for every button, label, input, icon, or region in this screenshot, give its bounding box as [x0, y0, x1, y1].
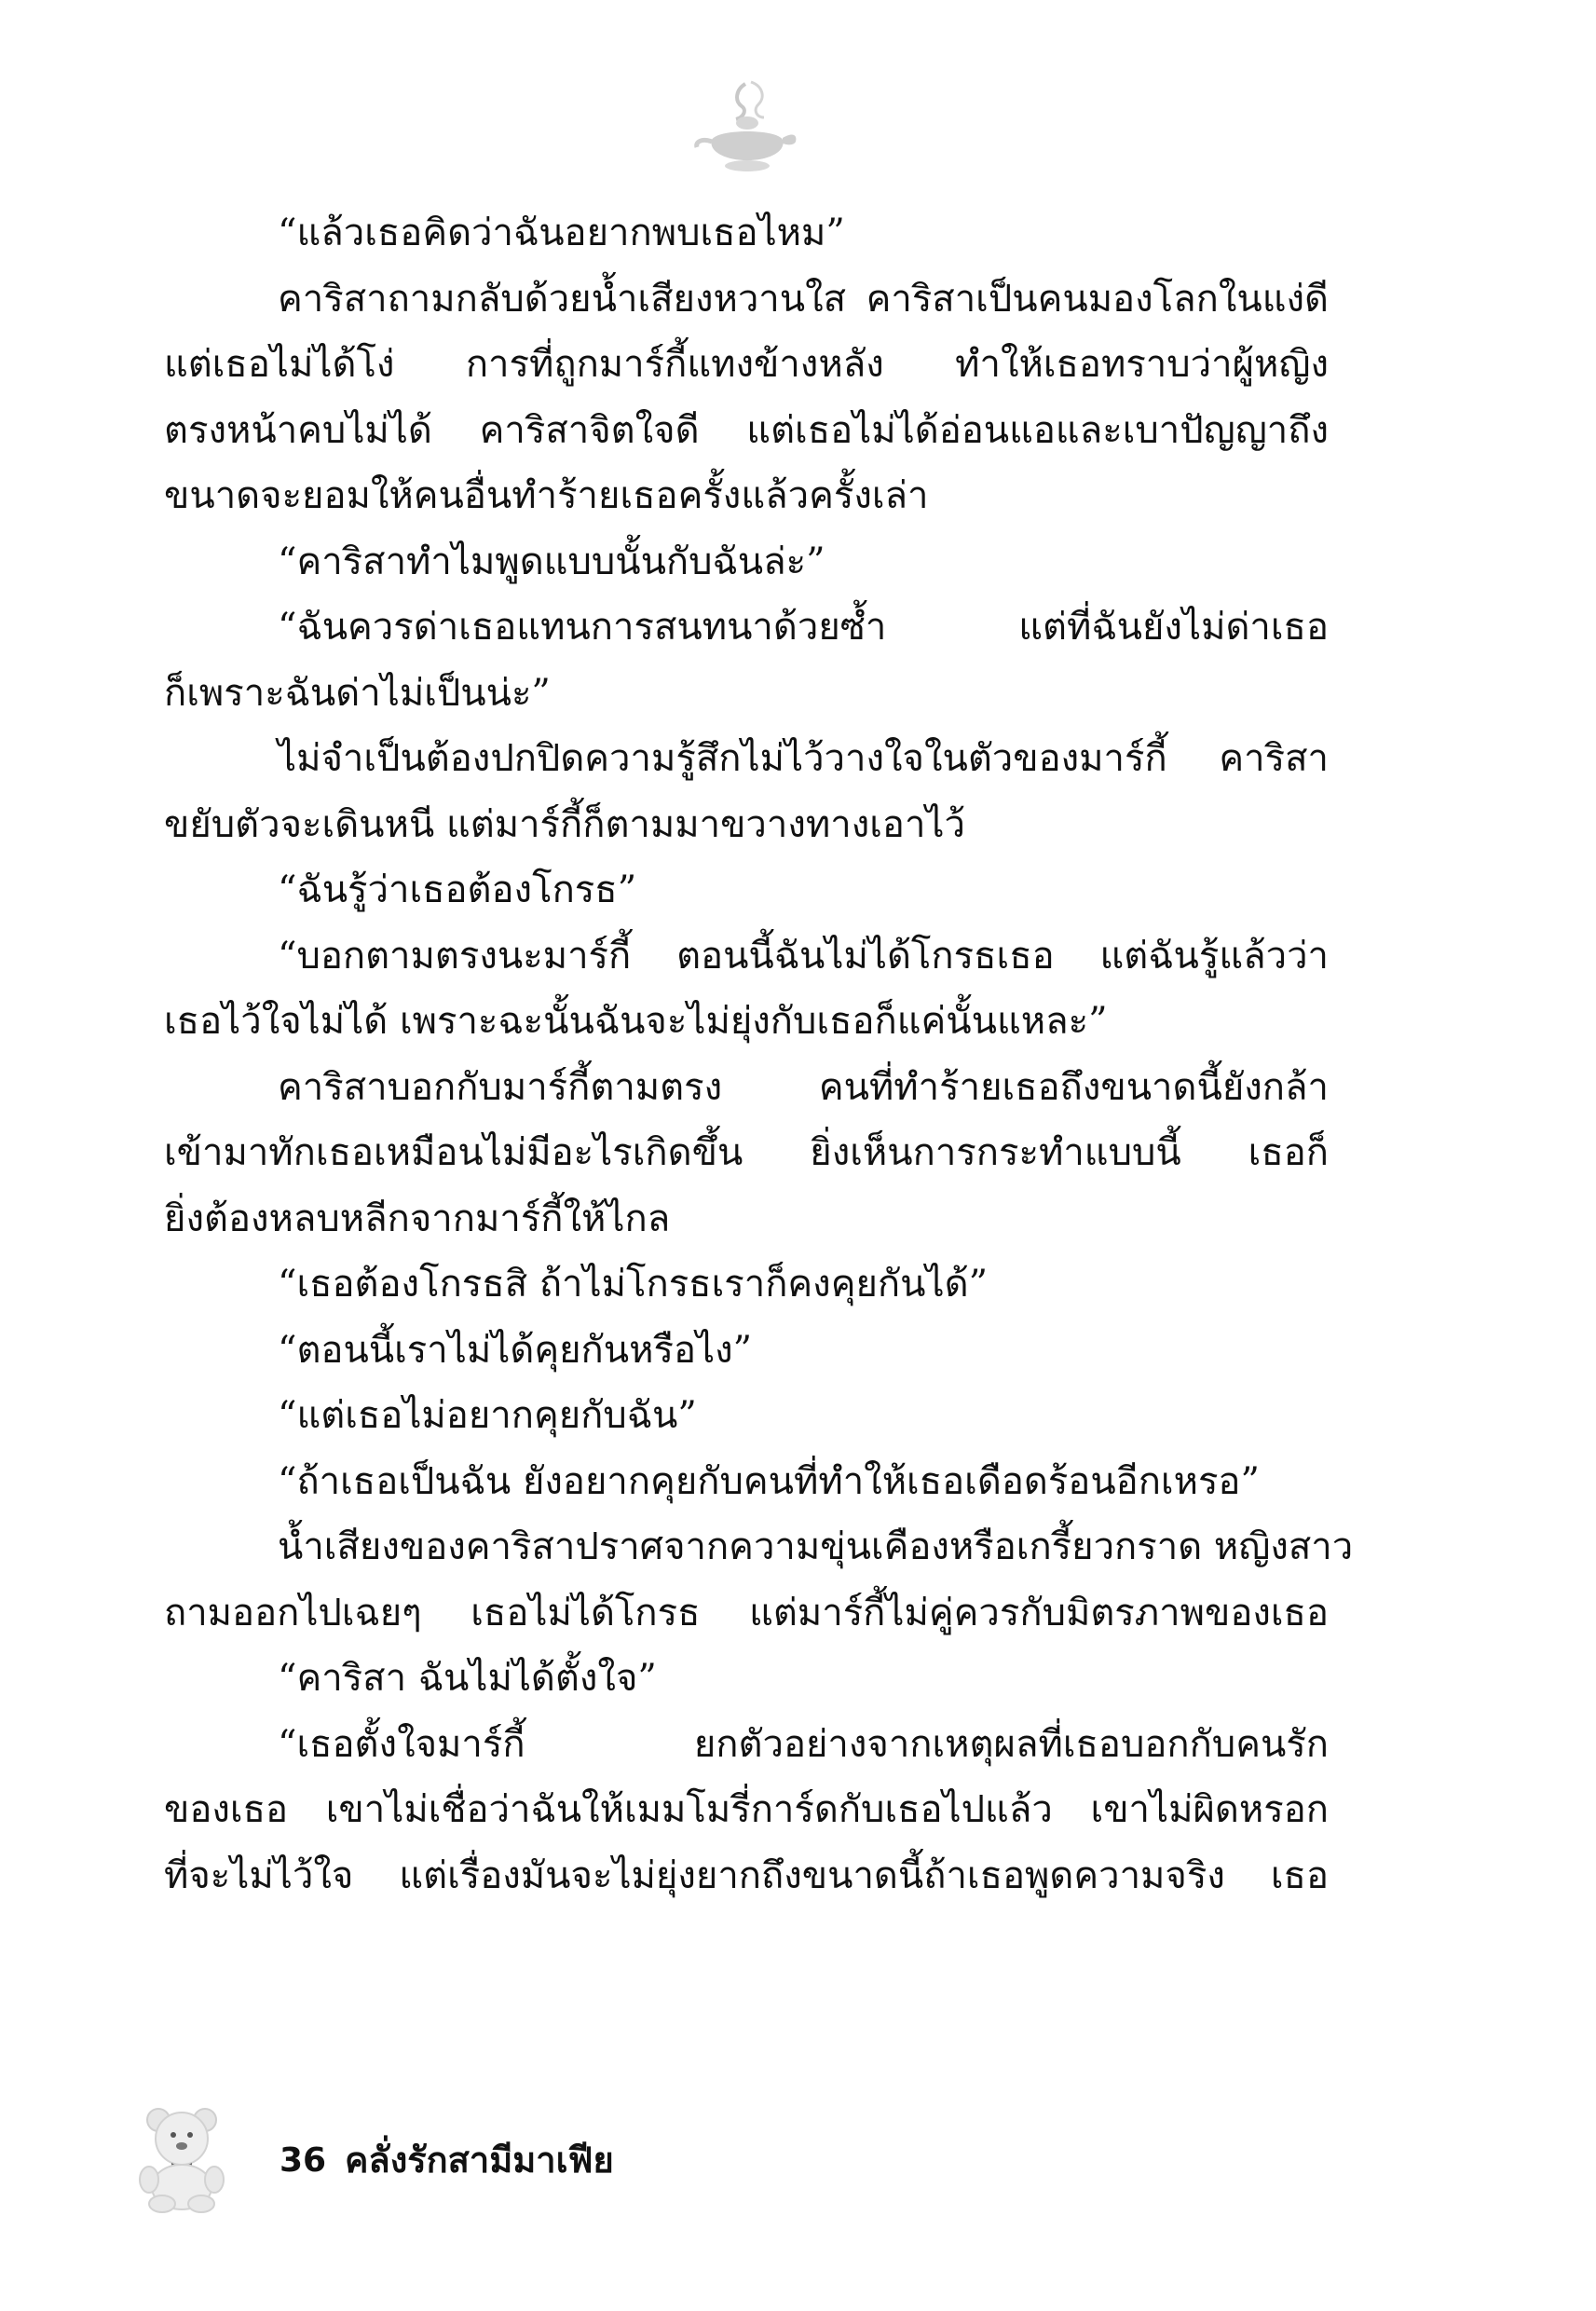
body-line: “เธอตั้งใจมาร์กี้ ยกตัวอย่างจากเหตุผลที่เธอบอกกับคนรัก [278, 1722, 1329, 1766]
body-line: เธอไว้ใจไม่ได้ เพราะฉะนั้นฉันจะไม่ยุ่งกับเธอก็แค่นั้นแหละ” [164, 1000, 1108, 1043]
body-line: ไม่จำเป็นต้องปกปิดความรู้สึกไม่ไว้วางใจในตัวของมาร์กี้ คาริสา [278, 737, 1329, 780]
body-line: “คาริสาทำไมพูดแบบนั้นกับฉันล่ะ” [278, 540, 825, 583]
body-line: ที่จะไม่ไว้ใจ แต่เรื่องมันจะไม่ยุ่งยากถึงขนาดนี้ถ้าเธอพูดความจริง เธอ [164, 1853, 1329, 1897]
body-line: น้ำเสียงของคาริสาปราศจากความขุ่นเคืองหรือเกรี้ยวกราด หญิงสาว [278, 1525, 1354, 1568]
body-line: “ฉันรู้ว่าเธอต้องโกรธ” [278, 868, 637, 911]
body-line: ก็เพราะฉันด่าไม่เป็นน่ะ” [164, 671, 551, 715]
page-footer [130, 2101, 783, 2213]
body-line: ตรงหน้าคบไม่ได้ คาริสาจิตใจดี แต่เธอไม่ได้อ่อนแอและเบาปัญญาถึง [164, 408, 1329, 452]
body-line: แต่เธอไม่ได้โง่ การที่ถูกมาร์กี้แทงข้างหลัง ทำให้เธอทราบว่าผู้หญิง [164, 343, 1329, 386]
body-line: ถามออกไปเฉยๆ เธอไม่ได้โกรธ แต่มาร์กี้ไม่คู่ควรกับมิตรภาพของเธอ [164, 1591, 1329, 1634]
body-line: ของเธอ เขาไม่เชื่อว่าฉันให้เมมโมรี่การ์ดกับเธอไปแล้ว เขาไม่ผิดหรอก [164, 1788, 1329, 1831]
body-line: “เธอต้องโกรธสิ ถ้าไม่โกรธเราก็คงคุยกันได้” [278, 1263, 989, 1306]
body-line: “ฉันควรด่าเธอแทนการสนทนาด้วยซ้ำ แต่ที่ฉันยังไม่ด่าเธอ [278, 606, 1329, 649]
body-line: “แต่เธอไม่อยากคุยกับฉัน” [278, 1394, 697, 1437]
body-line: เข้ามาทักเธอเหมือนไม่มีอะไรเกิดขึ้น ยิ่งเห็นการกระทำแบบนี้ เธอก็ [164, 1131, 1329, 1174]
body-line: “บอกตามตรงนะมาร์กี้ ตอนนี้ฉันไม่ได้โกรธเธอ แต่ฉันรู้แล้วว่า [278, 934, 1329, 978]
book-title: คลั่งรักสามีมาเฟีย [345, 2140, 614, 2181]
body-line: ขยับตัวจะเดินหนี แต่มาร์กี้ก็ตามมาขวางทางเอาไว้ [164, 802, 965, 846]
page-number: 36 [280, 2141, 327, 2180]
body-line: “แล้วเธอคิดว่าฉันอยากพบเธอไหม” [278, 212, 845, 254]
body-line: “คาริสา ฉันไม่ได้ตั้งใจ” [278, 1657, 657, 1700]
body-line: “ตอนนี้เราไม่ได้คุยกันหรือไง” [278, 1328, 753, 1372]
body-line: คาริสาถามกลับด้วยน้ำเสียงหวานใส คาริสาเป็นคนมองโลกในแง่ดี [278, 277, 1329, 321]
body-line: คาริสาบอกกับมาร์กี้ตามตรง คนที่ทำร้ายเธอถึงขนาดนี้ยังกล้า [278, 1065, 1329, 1109]
teddy-bear-icon [130, 2101, 233, 2213]
body-line: “ถ้าเธอเป็นฉัน ยังอยากคุยกับคนที่ทำให้เธอเดือดร้อนอีกเหรอ” [278, 1459, 1260, 1503]
page-body [164, 200, 1354, 1908]
genie-lamp-icon [689, 76, 801, 179]
body-line: ขนาดจะยอมให้คนอื่นทำร้ายเธอครั้งแล้วครั้งเล่า [164, 474, 929, 517]
body-line: ยิ่งต้องหลบหลีกจากมาร์กี้ให้ไกล [164, 1197, 671, 1240]
